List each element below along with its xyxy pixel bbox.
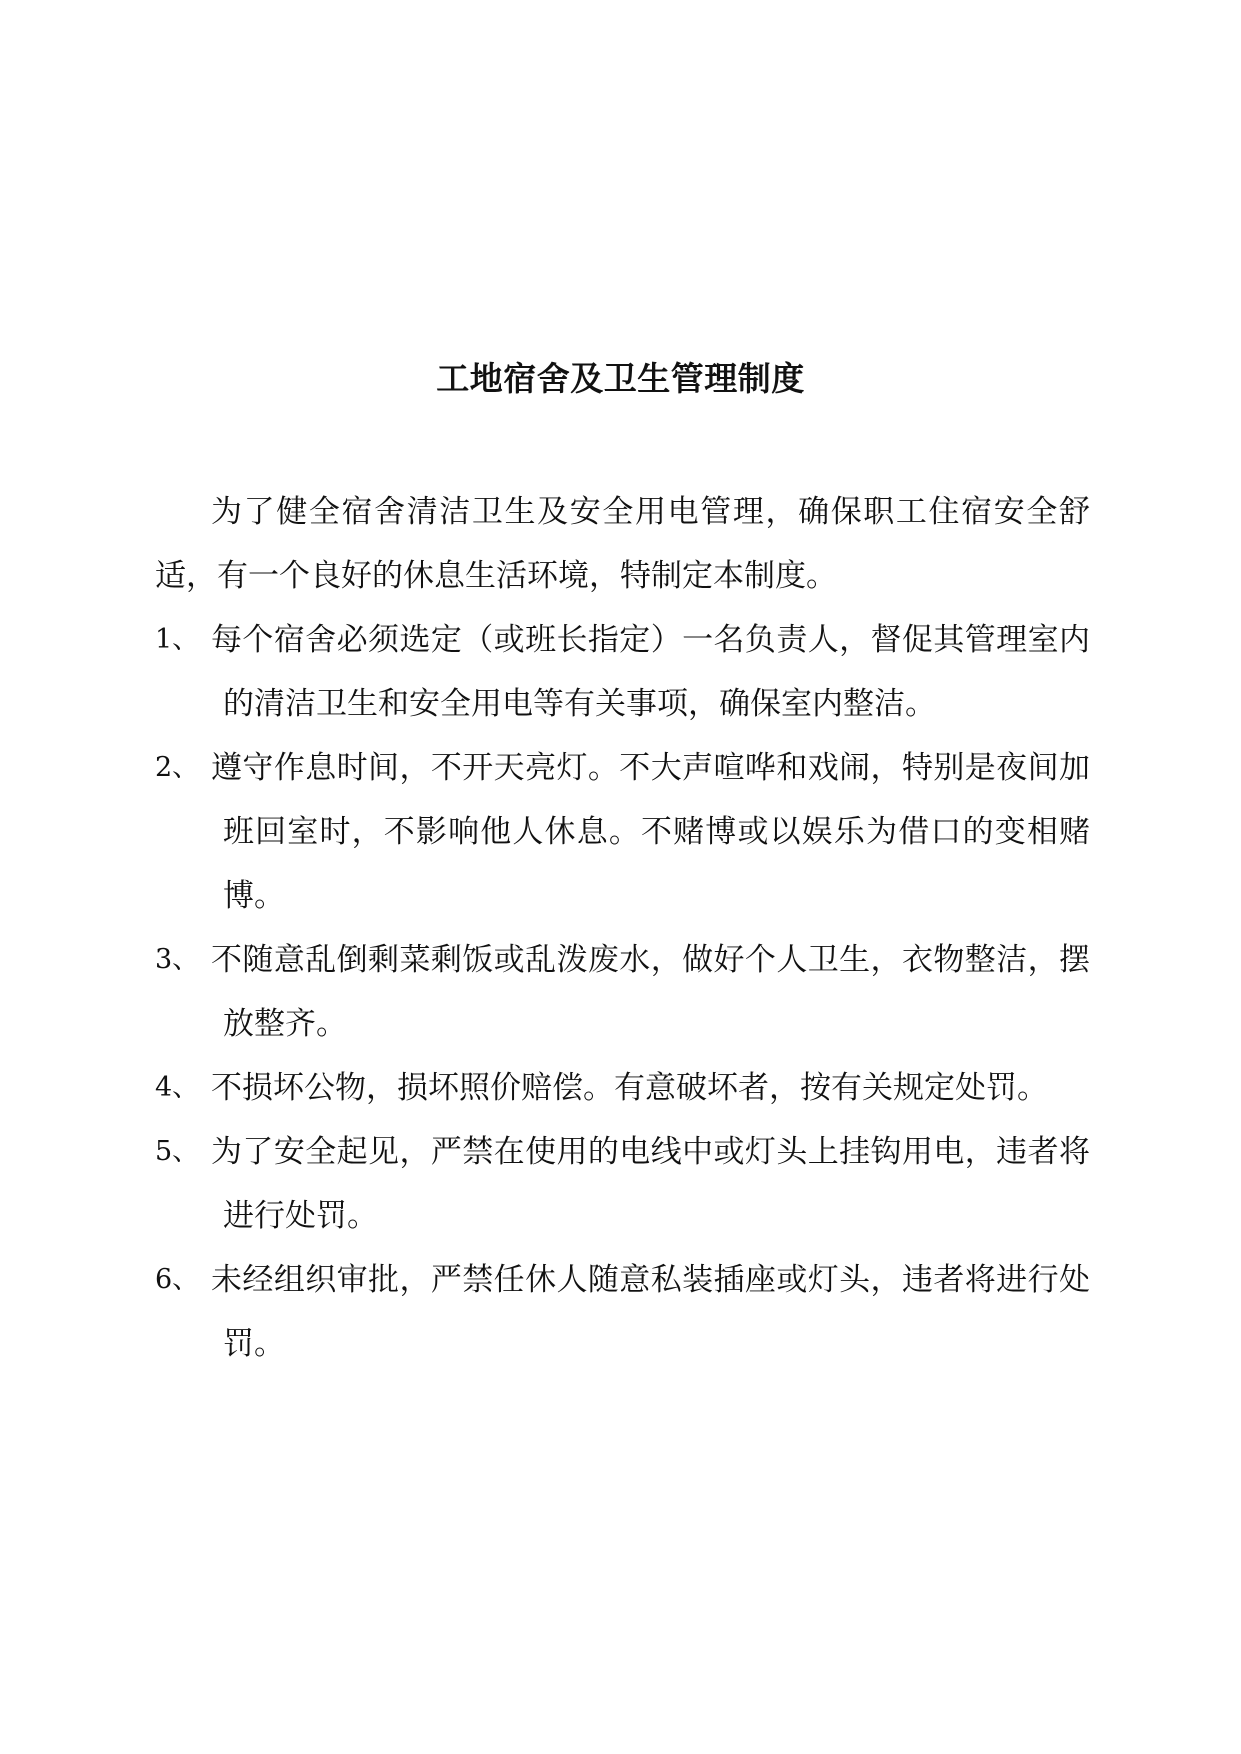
rule-text: 不损坏公物，损坏照价赔偿。有意破坏者，按有关规定处罚。	[211, 1070, 1048, 1106]
rule-number: 4、	[155, 1072, 200, 1103]
intro-paragraph: 为了健全宿舍清洁卫生及安全用电管理，确保职工住宿安全舒适，有一个良好的休息生活环境，特制定本制度。	[155, 494, 1090, 594]
document-body	[155, 480, 1090, 1376]
rule-list	[155, 608, 1090, 1376]
rule-number: 2、	[155, 752, 200, 783]
rule-item	[155, 736, 1090, 928]
rule-text: 为了安全起见，严禁在使用的电线中或灯头上挂钩用电，违者将进行处罚。	[211, 1134, 1090, 1234]
rule-text: 每个宿舍必须选定（或班长指定）一名负责人，督促其管理室内的清洁卫生和安全用电等有关事项，确保室内整洁。	[211, 622, 1090, 722]
rule-text: 不随意乱倒剩菜剩饭或乱泼废水，做好个人卫生，衣物整洁，摆放整齐。	[211, 942, 1090, 1042]
rule-text: 遵守作息时间，不开天亮灯。不大声喧哗和戏闹，特别是夜间加班回室时，不影响他人休息。不赌博或以娱乐为借口的变相赌博。	[211, 750, 1090, 914]
rule-item	[155, 1120, 1090, 1248]
rule-item	[155, 608, 1090, 736]
rule-item	[155, 928, 1090, 1056]
rule-text: 未经组织审批，严禁任休人随意私装插座或灯头，违者将进行处罚。	[211, 1262, 1090, 1362]
rule-number: 5、	[155, 1136, 200, 1167]
rule-number: 3、	[155, 944, 200, 975]
rule-number: 6、	[155, 1264, 200, 1295]
rule-number: 1、	[155, 624, 200, 655]
rule-item	[155, 1248, 1090, 1376]
document-title: 工地宿舍及卫生管理制度	[436, 359, 805, 398]
rule-item	[155, 1056, 1090, 1120]
